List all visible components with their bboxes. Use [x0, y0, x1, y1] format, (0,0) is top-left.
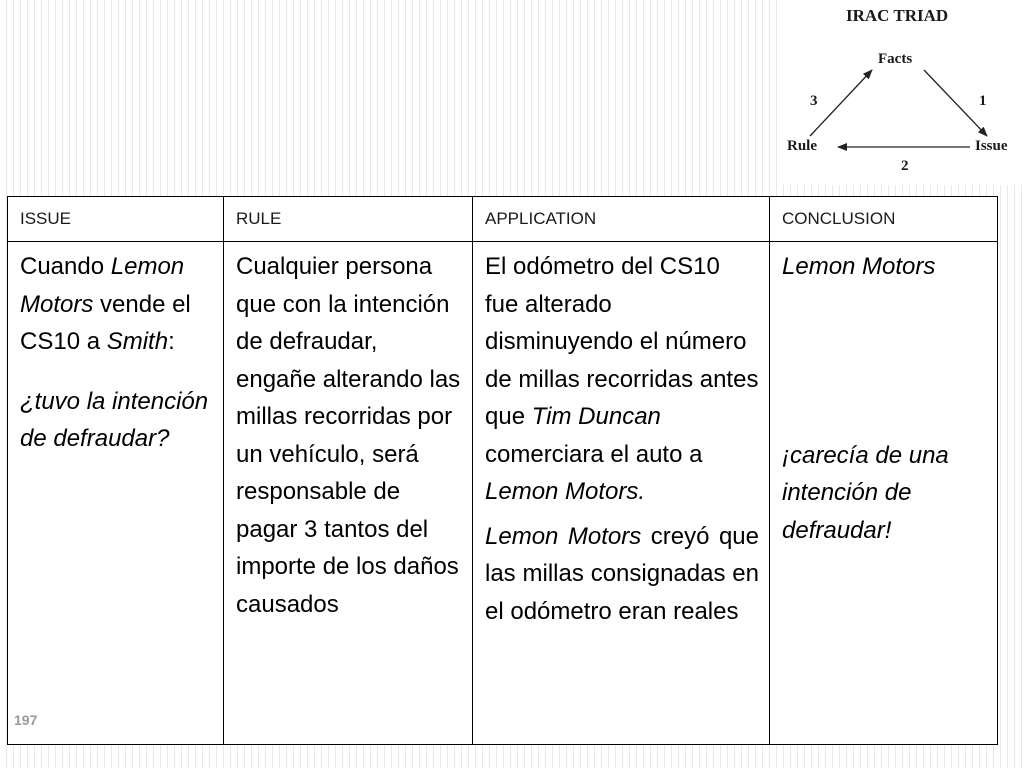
- conclusion-cell: [770, 242, 998, 745]
- issue-buyer-name: Smith: [106, 328, 169, 355]
- application-cell: [473, 242, 770, 745]
- arrow-label-3: 3: [810, 93, 818, 109]
- header-row: [8, 197, 998, 242]
- application-text: creyó que las millas consignadas en el odómetro eran reales: [485, 522, 759, 625]
- irac-table: [7, 196, 998, 745]
- application-company-name: Lemon Motors: [485, 522, 642, 550]
- conclusion-subject: [782, 248, 987, 286]
- slide-number: 197: [14, 712, 38, 728]
- issue-statement: [20, 248, 213, 361]
- issue-cell: [8, 242, 224, 745]
- rule-cell: [224, 242, 473, 745]
- header-application: APPLICATION: [473, 197, 770, 242]
- application-person-name: Tim Duncan: [531, 403, 661, 430]
- arrow-facts-to-issue: [924, 70, 987, 136]
- header-conclusion: CONCLUSION: [770, 197, 998, 242]
- conclusion-company-name: Lemon Motors: [782, 253, 936, 280]
- conclusion-statement: [782, 437, 987, 550]
- application-text: El odómetro del CS10 fue alterado disminuyendo el número de millas recorridas antes que: [485, 253, 759, 430]
- issue-question-text: ¿tuvo la intención de defraudar?: [20, 387, 209, 452]
- application-paragraph-2: [485, 518, 759, 631]
- issue-question: [20, 383, 213, 458]
- arrow-rule-to-facts: [810, 70, 872, 136]
- conclusion-text: ¡carecía de una intención de defraudar!: [782, 441, 949, 544]
- arrow-label-2: 2: [901, 158, 909, 174]
- arrow-label-1: 1: [979, 93, 987, 109]
- diagram-title: IRAC TRIAD: [846, 6, 949, 25]
- issue-company-name: Lemon Motors: [20, 253, 185, 318]
- node-issue: Issue: [975, 138, 1008, 154]
- issue-text: :: [168, 328, 175, 355]
- irac-triad-diagram: [780, 0, 1024, 185]
- issue-text: Cuando: [20, 253, 111, 280]
- header-issue: ISSUE: [8, 197, 224, 242]
- rule-text: Cualquier persona que con la intención de defraudar, engañe alterando las millas recorridas por un vehículo, será responsable de pagar 3 tantos del importe de los daños causados: [236, 253, 461, 618]
- node-rule: Rule: [787, 138, 817, 154]
- header-rule: RULE: [224, 197, 473, 242]
- content-row: [8, 242, 998, 745]
- node-facts: Facts: [878, 51, 913, 67]
- application-paragraph-1: [485, 248, 759, 511]
- issue-text: vende el CS10 a: [20, 290, 191, 355]
- application-text: comerciara el auto a: [485, 440, 703, 468]
- application-company-name: Lemon Motors.: [485, 478, 646, 505]
